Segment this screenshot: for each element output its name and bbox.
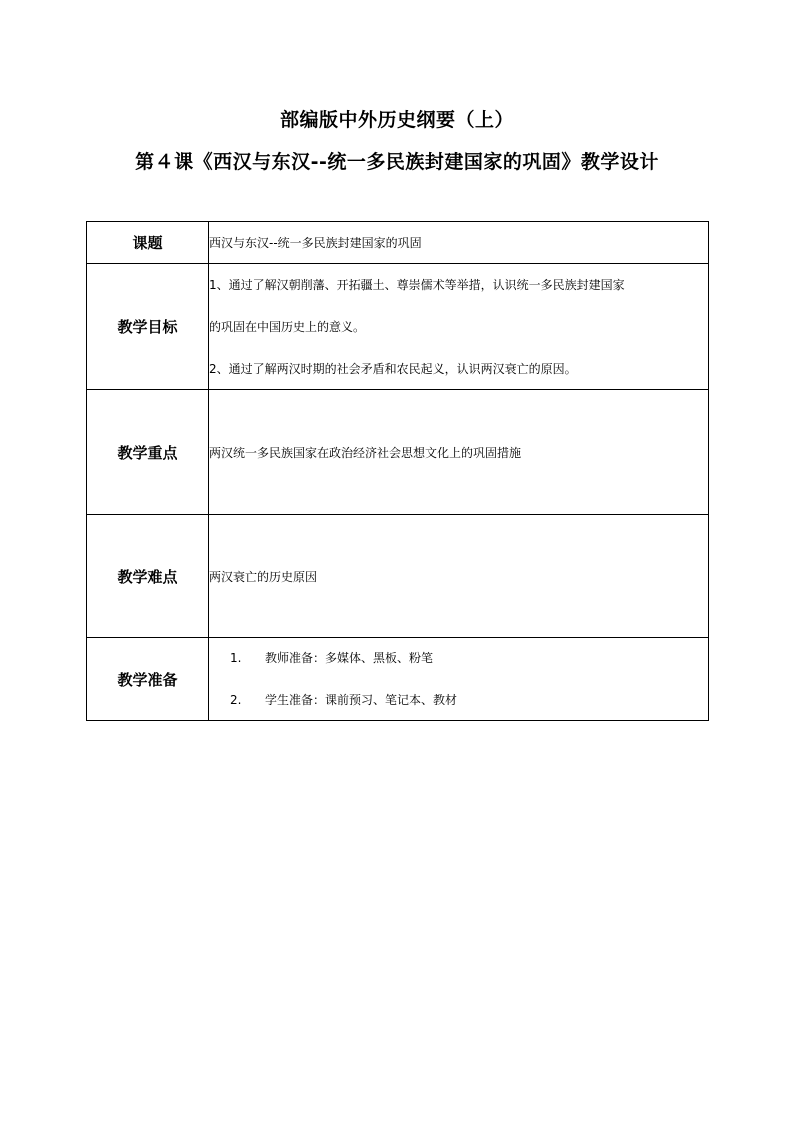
goals-label: 教学目标 (87, 264, 209, 390)
lesson-plan-table (86, 221, 709, 721)
key-points-text: 两汉统一多民族国家在政治经济社会思想文化上的巩固措施 (209, 445, 522, 460)
goal-line-1: 1、通过了解汉朝削藩、开拓疆土、尊崇儒术等举措，认识统一多民族封建国家 (209, 277, 625, 292)
topic-label: 课题 (87, 222, 209, 264)
list-item-text: 学生准备：课前预习、笔记本、教材 (265, 693, 458, 707)
table-row-preparation (87, 638, 709, 721)
list-item-number: 2. (230, 693, 242, 707)
preparation-value (209, 638, 709, 721)
table-row-key-points (87, 390, 709, 515)
difficulties-label: 教学难点 (87, 515, 209, 638)
table-row-goals (87, 264, 709, 390)
list-item-number: 1. (230, 651, 242, 665)
goal-line-2: 的巩固在中国历史上的意义。 (209, 319, 366, 334)
preparation-label: 教学准备 (87, 638, 209, 721)
topic-text: 西汉与东汉--统一多民族封建国家的巩固 (209, 236, 422, 250)
document-title: 部编版中外历史纲要（上） (279, 109, 514, 131)
goal-line-3: 2、通过了解两汉时期的社会矛盾和农民起义，认识两汉衰亡的原因。 (209, 361, 577, 376)
table-row-topic (87, 222, 709, 264)
difficulties-value (209, 515, 709, 638)
goals-value (209, 264, 709, 390)
key-points-value (209, 390, 709, 515)
difficulties-text: 两汉衰亡的历史原因 (209, 569, 318, 584)
list-item (209, 648, 708, 668)
document-subtitle: 第４课《西汉与东汉--统一多民族封建国家的巩固》教学设计 (135, 151, 659, 173)
key-points-label: 教学重点 (87, 390, 209, 515)
table-row-difficulties (87, 515, 709, 638)
topic-value (209, 222, 709, 264)
list-item-text: 教师准备：多媒体、黑板、粉笔 (265, 651, 434, 665)
list-item (209, 690, 708, 710)
